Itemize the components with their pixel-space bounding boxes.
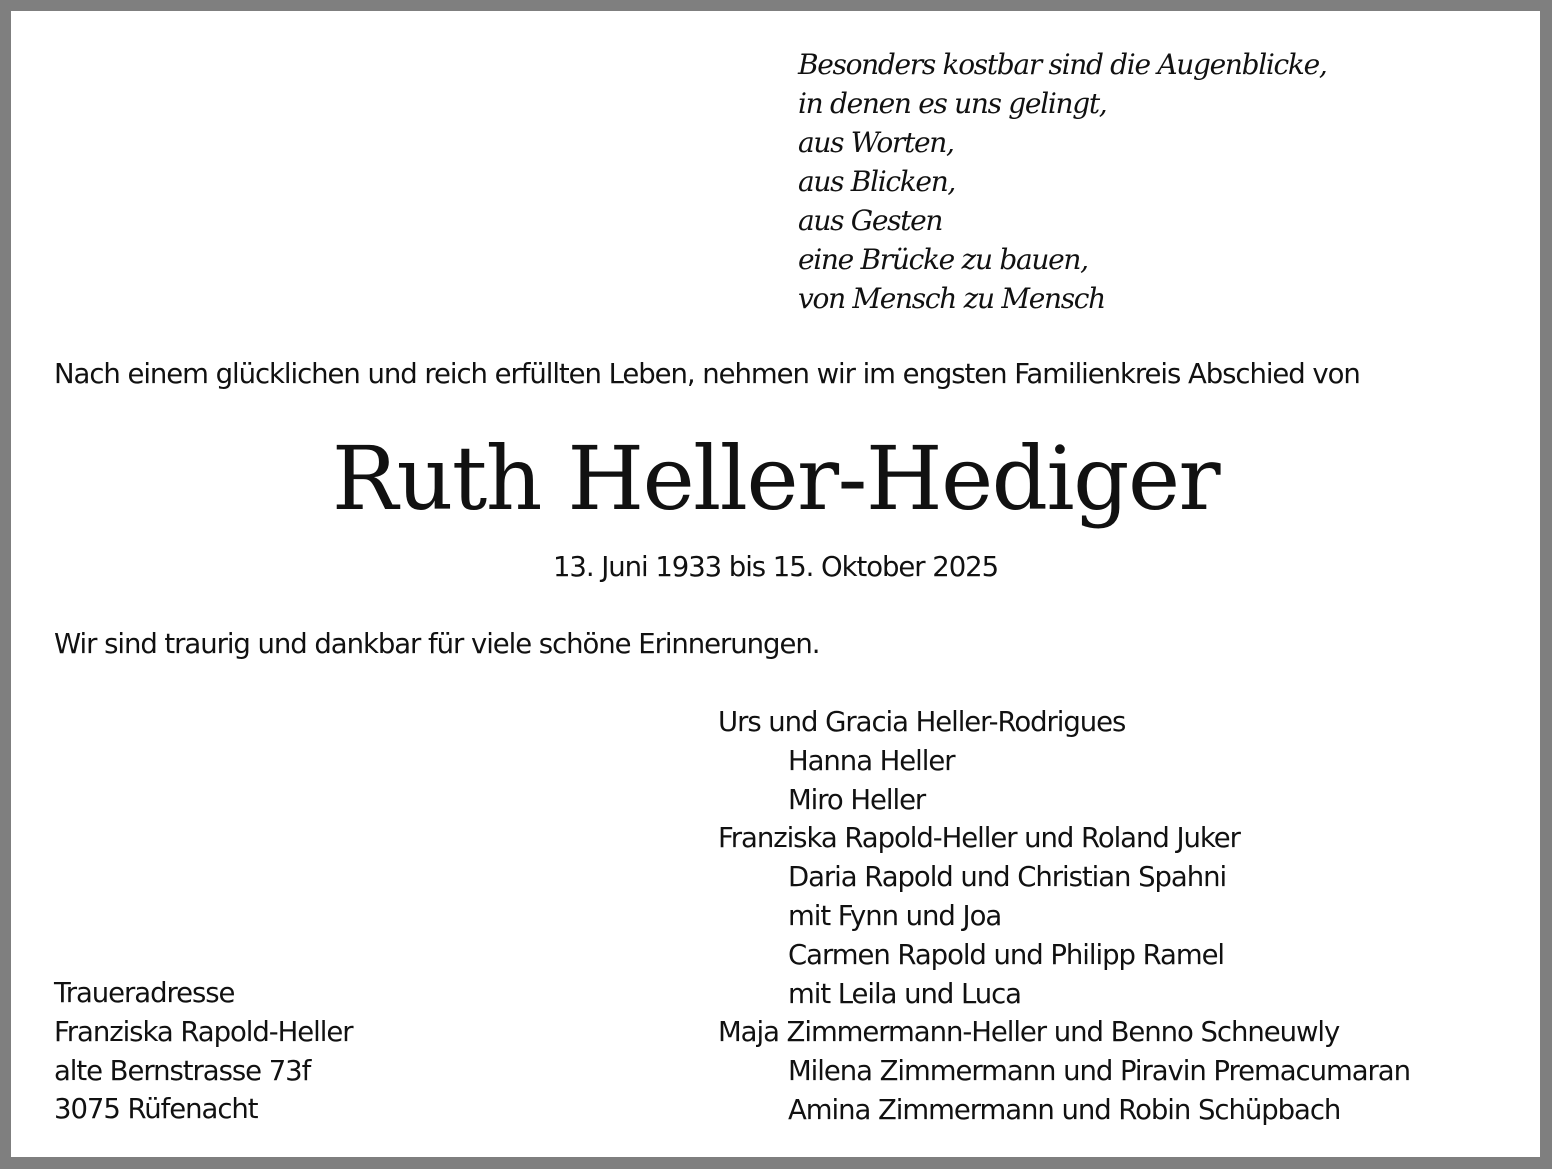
family-member-sub: Amina Zimmermann und Robin Schüpbach xyxy=(788,1093,1341,1126)
family-member-sub: Daria Rapold und Christian Spahni xyxy=(788,861,1227,894)
life-dates: 13. Juni 1933 bis 15. Oktober 2025 xyxy=(552,551,999,583)
family-member-sub: mit Leila und Luca xyxy=(788,977,1021,1010)
family-member-sub: Carmen Rapold und Philipp Ramel xyxy=(788,938,1225,971)
poem-line: in denen es uns gelingt, xyxy=(798,87,1107,120)
poem-line: von Mensch zu Mensch xyxy=(798,282,1105,315)
poem-line: aus Worten, xyxy=(798,126,954,159)
address-line: 3075 Rüfenacht xyxy=(54,1093,258,1126)
poem-line: aus Blicken, xyxy=(798,165,956,198)
mourning-address xyxy=(54,974,352,1129)
family-member: Franziska Rapold-Heller und Roland Juker xyxy=(718,822,1240,855)
poem-line: eine Brücke zu bauen, xyxy=(798,243,1088,276)
poem xyxy=(798,45,1326,318)
address-line: Franziska Rapold-Heller xyxy=(54,1015,353,1048)
deceased-name: Ruth Heller-Hediger xyxy=(331,427,1220,530)
family-member-sub: Hanna Heller xyxy=(788,744,955,777)
address-line: alte Bernstrasse 73f xyxy=(54,1054,311,1087)
thanks-text: Wir sind traurig und dankbar für viele schöne Erinnerungen. xyxy=(54,628,820,660)
family-member: Urs und Gracia Heller-Rodrigues xyxy=(718,706,1126,738)
poem-line: aus Gesten xyxy=(798,204,943,237)
intro-text: Nach einem glücklichen und reich erfüllten Leben, nehmen wir im engsten Familienkreis Abschied von xyxy=(54,358,1360,390)
address-heading: Traueradresse xyxy=(54,977,235,1009)
obituary-page xyxy=(11,11,1540,1157)
poem-line: Besonders kostbar sind die Augenblicke, xyxy=(798,48,1327,81)
family-list xyxy=(718,703,1410,1130)
family-member: Maja Zimmermann-Heller und Benno Schneuwly xyxy=(718,1016,1340,1049)
family-member-sub: mit Fynn und Joa xyxy=(788,899,1002,932)
family-member-sub: Miro Heller xyxy=(788,783,926,816)
family-member-sub: Milena Zimmermann und Piravin Premacumaran xyxy=(788,1055,1410,1088)
